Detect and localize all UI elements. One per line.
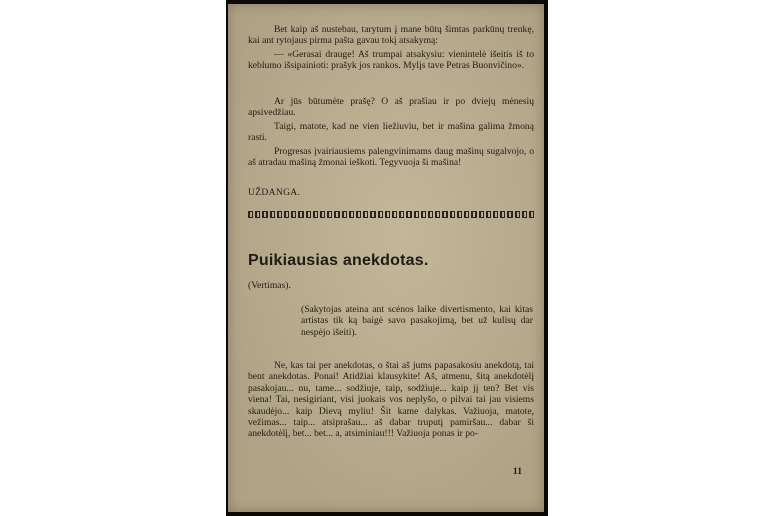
paragraph-monologue: Ne, kas tai per anekdotas, o štai aš jums papasakosiu anekdotą, tai bent anekdotas. Ponai! Atidžiai klausykite! Aš, atmenu, šitą anekdotėlį pasakojau... nu, tame... sodžiuje, taip, sodžiuje... kaip jį ten? Bet vis viena! Tai, nesigiriant, visi juokais vos neplyšo, o pilvai tai jau visiems skaudėjo... kaip Dievą myliu! Šit kame dalykas. Važiuoja, matote, vežimas... taip... atsiprašau... aš dabar truputį pamiršau... dabar ši anekdotėlį, bet... bet... a, atsiminiau!!! Važiuoja ponas ir po-	[248, 360, 534, 440]
paragraph-1: Bet kaip aš nustebau, tarytum į mane būtų šimtas parkūnų trenkę, kai ant rytojaus pirma pašta gavau tokį atsakymą:	[248, 24, 534, 47]
ornamental-divider	[248, 211, 534, 218]
page-number: 11	[512, 466, 522, 477]
paragraph-4: Taigi, matote, kad ne vien liežiuviu, bet ir mašina galima žmoną rasti.	[248, 121, 534, 144]
stage-direction: (Sakytojas ateina ant scėnos laike divertismento, kai kitas artistas tik ką baigė savo pasakojimą, bet už kulisų dar nespėjo išeiti).	[301, 304, 533, 338]
paragraph-2-letter-quote: — «Gerasai drauge! Aš trumpai atsakysiu: vienintelė išeitis iš to keblumo išsipainioti: prašyk jos rankos. Mylįs tave Petras Buonvičino».	[248, 49, 534, 72]
section-heading: Puikiausias anekdotas.	[248, 252, 429, 269]
translation-note: (Vertimas).	[248, 280, 291, 291]
book-page	[228, 4, 544, 512]
paragraph-5: Progresas įvairiausiems palengvinimams daug mašinų sugalvojo, o aš atradau mašiną žmonai ieškoti. Tegyvuoja ši mašina!	[248, 146, 534, 169]
curtain-label: UŽDANGA.	[248, 187, 301, 198]
paragraph-3: Ar jūs būtumėte prašę? O aš prašiau ir po dviejų mėnesių apsivedžiau.	[248, 96, 534, 119]
